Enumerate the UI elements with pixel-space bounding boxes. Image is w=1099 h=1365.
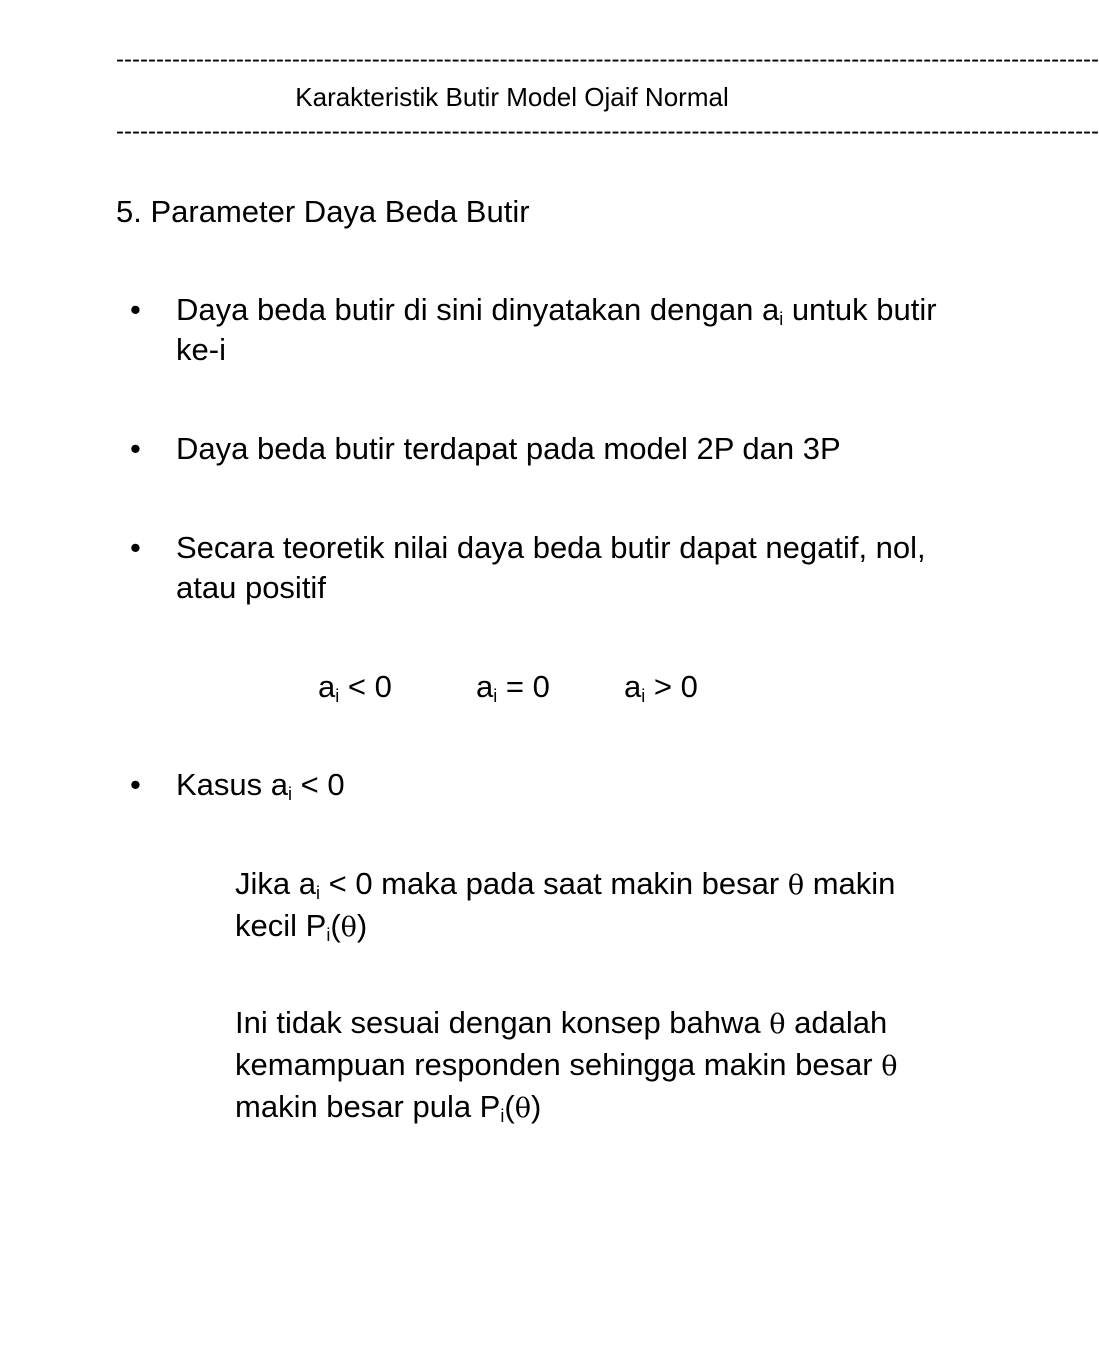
theta-symbol: θ bbox=[787, 870, 805, 901]
header-title: Karakteristik Butir Model Ojaif Normal bbox=[295, 82, 729, 112]
section-title: 5. Parameter Daya Beda Butir bbox=[116, 194, 530, 229]
paragraph-concept-mismatch: Ini tidak sesuai dengan konsep bahwa θ adalah kemampuan responden sehingga makin besar θ makin besar pula $P_i(\theta)$ bbox=[235, 1005, 898, 1126]
bullet-marker: • bbox=[130, 431, 141, 466]
bullet-item-models: Daya beda butir terdapat pada model 2P dan 3P bbox=[176, 431, 841, 466]
bullet-marker: • bbox=[130, 292, 141, 327]
subscript: i bbox=[315, 883, 320, 903]
bullet-item-notation bbox=[176, 290, 966, 370]
bullet-item-theoretical: Secara teoretik nilai daya beda butir dapat negatif, nol, atau positif bbox=[176, 530, 926, 605]
theta-symbol: θ bbox=[881, 1051, 898, 1082]
bullet-marker: • bbox=[130, 767, 141, 802]
theta-symbol: θ bbox=[340, 912, 357, 943]
condition-zero: $a_i = 0$ bbox=[476, 669, 550, 706]
subscript: i bbox=[335, 686, 340, 706]
paragraph-negative-case: Jika $a_i < 0$ maka pada saat makin besar θ makin kecil $P_i(\theta)$ bbox=[235, 866, 896, 945]
subscript: i bbox=[288, 784, 293, 804]
header-divider-top: --------------------------------------------------------------------------------------------------------------------------- bbox=[116, 46, 1099, 73]
subscript: i bbox=[641, 686, 646, 706]
subscript: i bbox=[493, 686, 498, 706]
bullet-text: Daya beda butir di sini dinyatakan dengan a bbox=[176, 292, 780, 327]
condition-positive: $a_i > 0$ bbox=[624, 669, 698, 706]
theta-symbol: θ bbox=[769, 1009, 786, 1040]
bullet-text: untuk butir ke-i bbox=[176, 292, 937, 367]
subscript: i bbox=[779, 309, 784, 329]
condition-negative: $a_i < 0$ bbox=[318, 669, 392, 706]
header-divider-bottom: --------------------------------------------------------------------------------------------------------------------------- bbox=[116, 118, 1099, 145]
subscript: i bbox=[500, 1106, 505, 1126]
bullet-marker: • bbox=[130, 530, 141, 565]
subscript: i bbox=[326, 925, 331, 945]
theta-symbol: θ bbox=[514, 1093, 531, 1124]
bullet-item-case: Kasus $a_i < 0$ bbox=[176, 767, 345, 804]
